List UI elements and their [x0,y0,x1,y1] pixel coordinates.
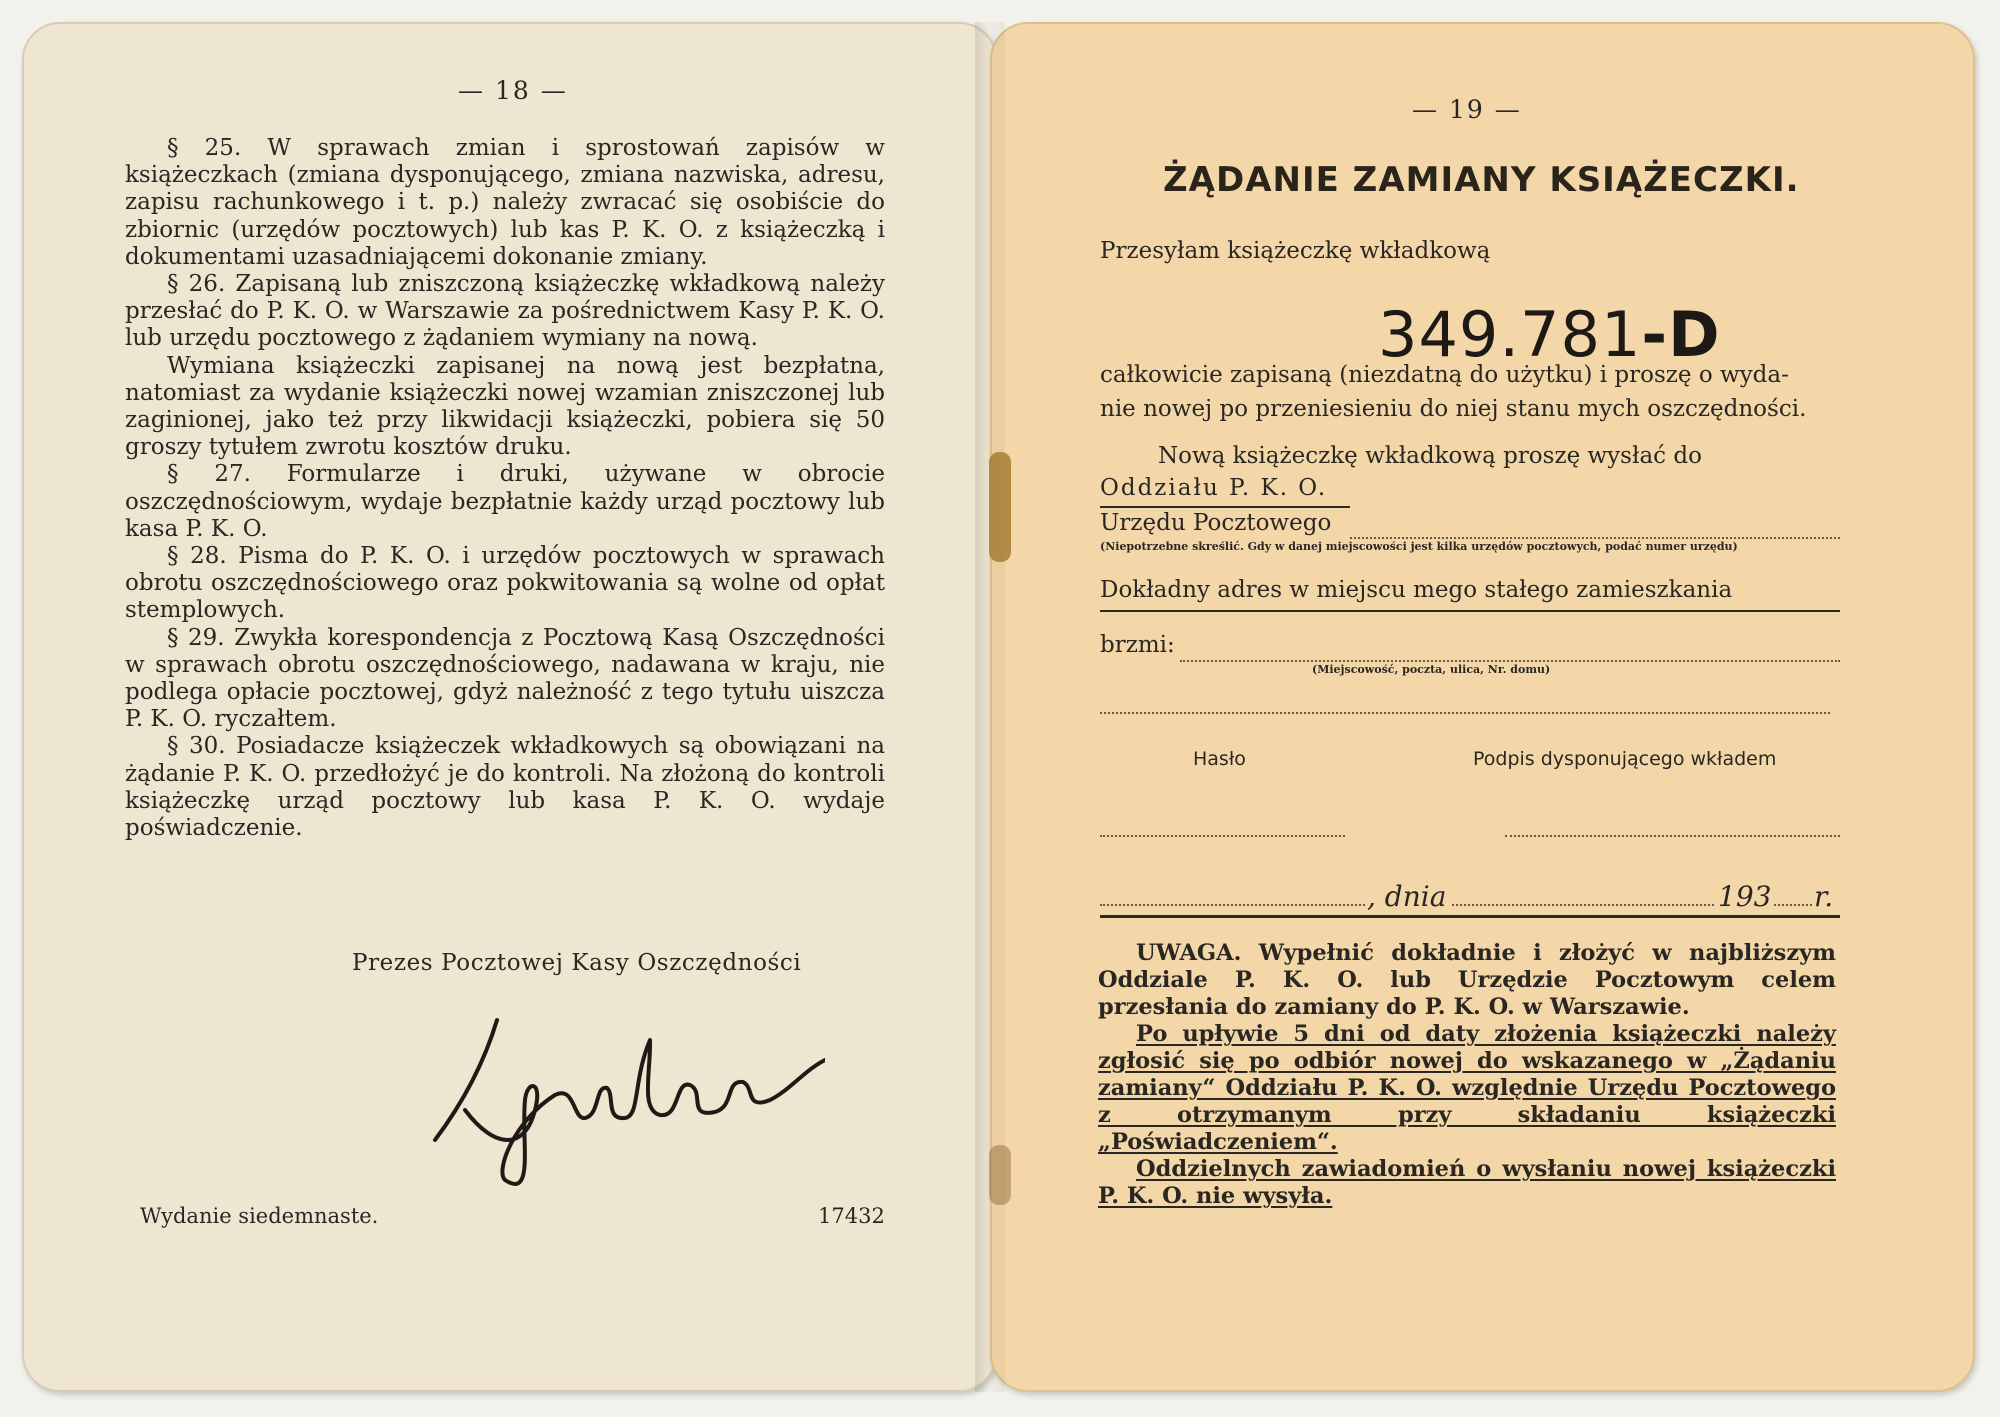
address-label: Dokładny adres w miejscu mego stałego zamieszkania [1100,577,1733,603]
year-field[interactable] [1774,904,1812,906]
page-number-19: — 19 — [1412,95,1522,124]
paragraph-25: § 25. W sprawach zmian i sprostowań zapisów w książeczkach (zmiana dysponującego, zmiana nazwiska, adresu, zapisu rachunkowego i t. p.) należy zwracać się osobiście do zbiornic (urzędów pocztowych) lub kas P. K. O. z książeczką i dokumentami uzasadniającemi dokonanie zmiany. [125,135,885,270]
account-suffix: -D [1641,298,1721,371]
paragraph-27: § 27. Formularze i druki, używane w obrocie oszczędnościowym, wydaje bezpłatnie każdy urząd pocztowy lub kasa P. K. O. [125,461,885,542]
section-divider [1100,915,1840,918]
holder-signature-field[interactable] [1505,835,1840,837]
option-post-office: Urzędu Pocztowego [1100,510,1332,536]
staple [989,1145,1011,1205]
option-branch: Oddziału P. K. O. [1100,475,1328,501]
paragraph-29: § 29. Zwykła korespondencja z Pocztową Kasą Oszczędności w sprawach obrotu oszczędnościowego, nadawana w kraju, nie podlega opłacie pocztowej, gdyż należność z tego tytułu uiszcza P. K. O. ryczałtem. [125,624,885,733]
address-label-underline [1100,610,1840,612]
signature-image [425,1000,825,1190]
notice-paragraph-3: Oddzielnych zawiadomień o wysłaniu nowej książeczki P. K. O. nie wysyła. [1098,1156,1836,1209]
strike-note: (Niepotrzebne skreślić. Gdy w danej miejscowości jest kilka urzędów pocztowych, podać numer urzędu) [1100,540,1738,553]
date-label: , dnia [1367,880,1447,913]
form-title: ŻĄDANIE ZAMIANY KSIĄŻECZKI. [1163,160,1800,200]
staple [989,452,1011,562]
page-number-18: — 18 — [458,76,568,105]
year-label: 193 [1718,880,1772,913]
password-field[interactable] [1100,835,1345,837]
edition-label: Wydanie siedemnaste. [140,1204,379,1228]
paragraph-28: § 28. Pisma do P. K. O. i urzędów pocztowych w sprawach obrotu oszczędnościowego oraz pokwitowania są wolne od opłat stemplowych. [125,543,885,624]
form-line-condition: całkowicie zapisaną (niezdatną do użytku) i proszę o wyda- [1100,362,1789,388]
notice-paragraph-2: Po upływie 5 dni od daty złożenia książeczki należy zgłosić się po odbiór nowej do wskazanego w „Żądaniu zamiany“ Oddziału P. K. O. względnie Urzędu Pocztowego z otrzymanym przy składaniu książeczki „Poświadczeniem“. [1098,1021,1836,1155]
paragraph-26: § 26. Zapisaną lub zniszczoną książeczkę wkładkową należy przesłać do P. K. O. w Warszawie za pośrednictwem Kasy P. K. O. lub urzędu pocztowego z żądaniem wymiany na nową. [125,271,885,352]
address-hint: (Miejscowość, poczta, ulica, Nr. domu) [1312,663,1551,676]
serial-number: 17432 [818,1204,885,1228]
form-line-send: Przesyłam książeczkę wkładkową [1100,238,1491,264]
paragraph-30: § 30. Posiadacze książeczek wkładkowych są obowiązani na żądanie P. K. O. przedłożyć je do kontroli. Na złożoną do kontroli książeczkę urząd pocztowy lub kasa P. K. O. wydaje poświadczenie. [125,733,885,842]
account-number-stamp [1378,298,1721,371]
password-label: Hasło [1193,748,1246,770]
form-line-request: nie nowej po przeniesieniu do niej stanu mych oszczędności. [1100,396,1807,422]
paragraph-26-cont: Wymiana książeczki zapisanej na nową jest bezpłatna, natomiast za wydanie książeczki nowej wzamian zniszczonej lub zaginionej, jako też przy likwidacji książeczki, pobiera się 50 groszy tytułem zwrotu kosztów druku. [125,352,885,461]
form-line-send-to: Nową książeczkę wkładkową proszę wysłać do [1158,443,1702,469]
account-number: 349.781 [1378,298,1642,371]
brzmi-label: brzmi: [1100,632,1175,658]
address-field-line-2[interactable] [1100,712,1830,714]
regulations-text [125,135,885,842]
address-field[interactable] [1180,660,1840,662]
place-field[interactable] [1100,904,1365,906]
signature-label: Podpis dysponującego wkładem [1473,748,1777,770]
president-title: Prezes Pocztowej Kasy Oszczędności [352,950,802,976]
notice-paragraph-1: UWAGA. Wypełnić dokładnie i złożyć w najbliższym Oddziale P. K. O. lub Urzędzie Pocztowym celem przesłania do zamiany do P. K. O. w Warszawie. [1098,940,1836,1020]
year-suffix: r. [1814,880,1834,913]
date-field[interactable] [1452,904,1714,906]
option-branch-underline [1100,506,1350,508]
notice-block [1098,940,1836,1210]
post-office-field[interactable] [1350,537,1840,539]
